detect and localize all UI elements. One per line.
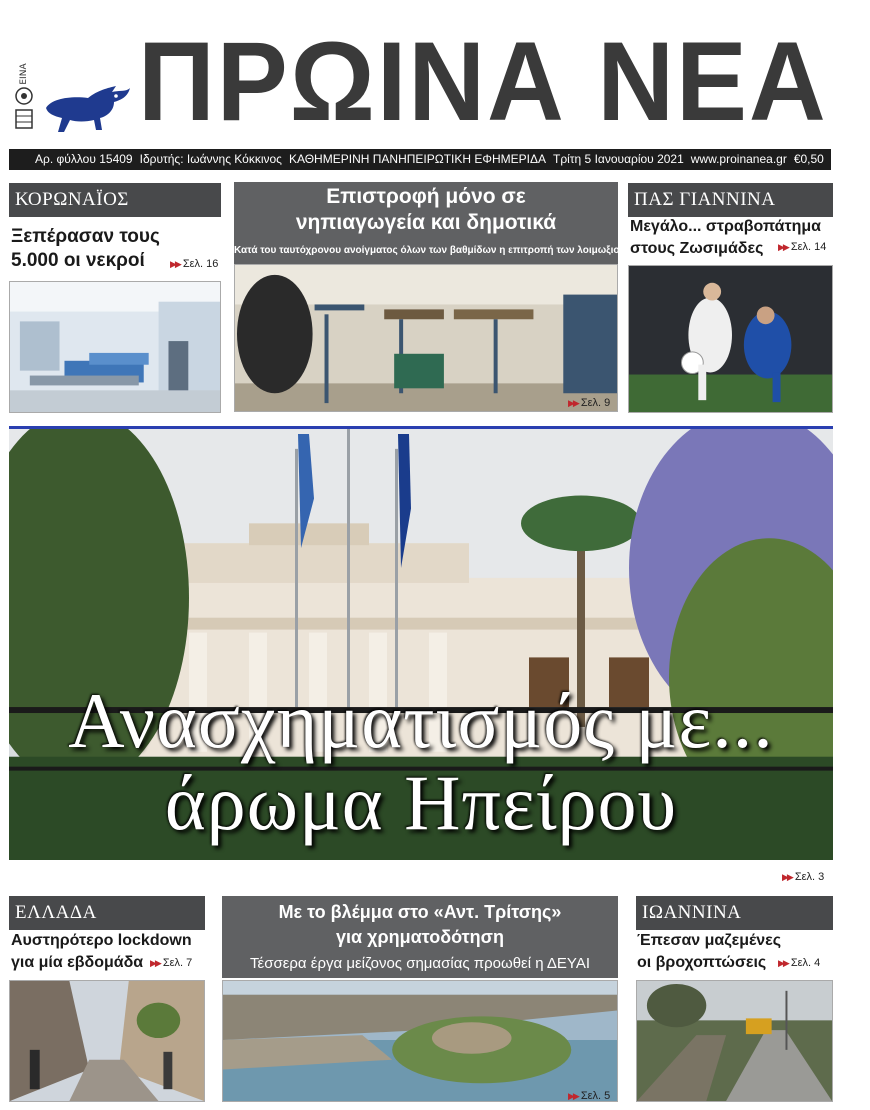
photo-icu	[9, 281, 221, 413]
side-logo-strip	[12, 50, 36, 132]
page-ref-ioannina[interactable]: ▶▶ Σελ. 4	[778, 957, 821, 969]
photo-classroom	[234, 264, 618, 412]
info-bar	[9, 149, 831, 170]
price: €0,50	[793, 152, 824, 166]
page-ref-ellada[interactable]: ▶▶ Σελ. 7	[150, 957, 193, 969]
headline-line: Μεγάλο... στραβοπάτημα	[630, 218, 822, 235]
headline-line: για μία εβδομάδα	[11, 954, 144, 971]
photo-street	[9, 980, 205, 1102]
issue-number: Αρ. φύλλου 15409	[35, 152, 133, 166]
date: Τρίτη 5 Ιανουαρίου 2021	[552, 152, 684, 166]
headline-line: στους Ζωσιμάδες	[630, 240, 764, 257]
headline-schools[interactable]	[234, 184, 618, 236]
subheadline-schools: Κατά του ταυτόχρονου ανοίγματος όλων των βαθμίδων η επιτροπή των λοιμωξιολόγων	[234, 245, 651, 256]
svg-text:ΕΙΝΑ: ΕΙΝΑ	[19, 63, 29, 85]
photo-rain-ditch	[636, 980, 833, 1102]
headline-deyai[interactable]	[222, 900, 618, 950]
main-headline[interactable]	[9, 677, 833, 846]
page-ref-main[interactable]: ▶▶ Σελ. 3	[782, 871, 825, 883]
section-label-koronaios: ΚΟΡΩΝΑΪΟΣ	[9, 183, 221, 217]
photo-football	[628, 265, 833, 413]
arrow-icon: ▶▶	[568, 1091, 578, 1101]
headline-line: Επιστροφή μόνο σε	[326, 185, 526, 208]
arrow-icon: ▶▶	[778, 958, 788, 968]
headline-line: άρωμα Ηπείρου	[164, 759, 678, 846]
headline-line: για χρηματοδότηση	[336, 927, 504, 947]
page-ref-deyai[interactable]: ▶▶ Σελ. 5	[568, 1090, 611, 1102]
arrow-icon: ▶▶	[782, 872, 792, 882]
page-ref-koronaios[interactable]: ▶▶ Σελ. 16	[170, 258, 219, 270]
website-link[interactable]: www.proinanea.gr	[690, 152, 787, 166]
headline-line: οι βροχοπτώσεις	[637, 954, 767, 971]
section-label-pas-giannina: ΠΑΣ ΓΙΑΝΝΙΝΑ	[628, 183, 833, 217]
headline-line: 5.000 οι νεκροί	[11, 250, 145, 271]
page-ref-schools[interactable]: ▶▶ Σελ. 9	[568, 397, 611, 409]
headline-line: Με το βλέμμα στο «Αντ. Τρίτσης»	[278, 902, 562, 922]
subheadline-deyai: Τέσσερα έργα μείζονος σημασίας προωθεί η ΔΕΥΑΙ	[250, 955, 590, 972]
page-ref-pas-giannina[interactable]: ▶▶ Σελ. 14	[778, 241, 827, 253]
headline-line: Ξεπέρασαν τους	[11, 226, 160, 247]
headline-pas-giannina[interactable]	[630, 216, 835, 260]
section-label-ellada: ΕΛΛΑΔΑ	[9, 896, 205, 930]
newspaper-title: ΠΡΩΙΝΑ ΝΕΑ	[138, 19, 828, 144]
bull-logo	[42, 78, 134, 134]
photo-ioannina-lake	[222, 980, 618, 1102]
headline-line: Ανασχηματισμός με...	[68, 677, 774, 764]
founder: Ιδρυτής: Ιωάννης Κόκκινος	[139, 152, 282, 166]
arrow-icon: ▶▶	[150, 958, 160, 968]
headline-line: νηπιαγωγεία και δημοτικά	[295, 211, 557, 234]
section-label-ioannina: ΙΩΑΝΝΙΝΑ	[636, 896, 833, 930]
arrow-icon: ▶▶	[170, 259, 180, 269]
headline-line: Έπεσαν μαζεμένες	[637, 932, 782, 949]
headline-line: Αυστηρότερο lockdown	[11, 932, 192, 949]
arrow-icon: ▶▶	[568, 398, 578, 408]
tagline: ΚΑΘΗΜΕΡΙΝΗ ΠΑΝΗΠΕΙΡΩΤΙΚΗ ΕΦΗΜΕΡΙΔΑ	[288, 152, 546, 166]
arrow-icon: ▶▶	[778, 242, 788, 252]
